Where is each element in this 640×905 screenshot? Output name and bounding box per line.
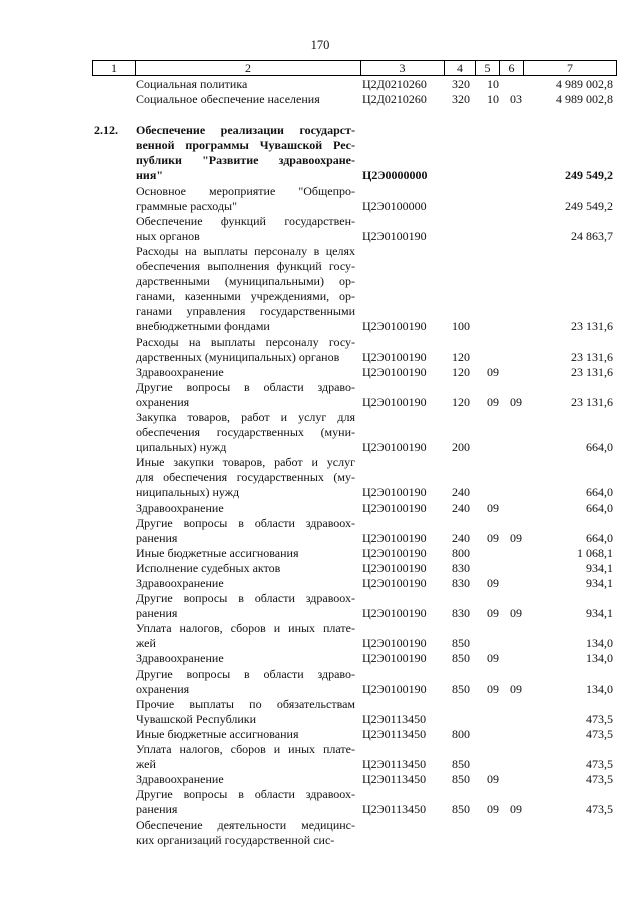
description-line: Иные бюджетные ассигнования — [136, 726, 299, 741]
description-line: Здравоохранение — [136, 772, 224, 787]
description-line: Социальное обеспечение населения — [136, 92, 320, 107]
subsection-code: 03 — [510, 92, 522, 107]
description-line: охранения — [136, 681, 190, 696]
budget-table-body — [0, 77, 640, 848]
header-cell: 6 — [500, 61, 524, 76]
amount-value: 134,0 — [586, 651, 613, 666]
table-row — [0, 455, 640, 500]
section-code: 09 — [487, 681, 499, 696]
section-code: 09 — [487, 530, 499, 545]
amount-value: 473,5 — [586, 726, 613, 741]
table-row — [0, 561, 640, 576]
amount-value: 664,0 — [586, 440, 613, 455]
expense-type-code: 320 — [452, 92, 470, 107]
target-article-code: Ц2Э0113450 — [362, 711, 427, 726]
table-row — [0, 214, 640, 244]
target-article-code: Ц2Э0100190 — [362, 440, 427, 455]
amount-value: 134,0 — [586, 681, 613, 696]
description-line: Здравоохранение — [136, 576, 224, 590]
table-row — [0, 591, 640, 621]
description-line: Чувашской Республики — [136, 711, 257, 726]
target-article-code: Ц2Э0100190 — [362, 681, 427, 696]
item-description — [136, 727, 355, 742]
description-line: Обеспечение функций государствен- — [136, 213, 355, 228]
target-article-code: Ц2Э0100190 — [362, 500, 427, 515]
item-description — [136, 77, 355, 92]
amount-value: 249 549,2 — [565, 198, 613, 213]
description-line: Здравоохранение — [136, 364, 224, 379]
target-article-code: Ц2Э0100190 — [362, 228, 427, 243]
description-line: публики "Развитие здравоохране- — [136, 153, 355, 168]
amount-value: 934,1 — [586, 560, 613, 575]
description-line: Другие вопросы в области здравоох- — [136, 591, 355, 606]
column-header-row — [92, 60, 617, 76]
amount-value: 1 068,1 — [577, 545, 613, 560]
description-line: Здравоохранение — [136, 500, 224, 515]
amount-value: 23 131,6 — [571, 364, 613, 379]
expense-type-code: 240 — [452, 485, 470, 500]
table-row — [0, 576, 640, 591]
item-description — [136, 335, 355, 365]
subsection-code: 09 — [510, 681, 522, 696]
header-cell: 2 — [136, 61, 361, 76]
expense-type-code: 830 — [452, 560, 470, 575]
description-line: Закупка товаров, работ и услуг для — [136, 409, 355, 424]
description-line: обеспечения государственных (муни- — [136, 425, 355, 440]
amount-value: 664,0 — [586, 530, 613, 545]
table-row — [0, 501, 640, 516]
table-row — [0, 651, 640, 666]
target-article-code: Ц2Э0100000 — [362, 198, 427, 213]
expense-type-code: 320 — [452, 77, 470, 91]
description-line: Другие вопросы в области здраво- — [136, 379, 355, 394]
target-article-code: Ц2Э0100190 — [362, 576, 427, 590]
description-line: Расходы на выплаты персоналу госу- — [136, 334, 355, 349]
amount-value: 4 989 002,8 — [556, 92, 613, 107]
expense-type-code: 120 — [452, 394, 470, 409]
section-code: 09 — [487, 364, 499, 379]
target-article-code: Ц2Э0100190 — [362, 394, 427, 409]
amount-value: 4 989 002,8 — [556, 77, 613, 91]
amount-value: 249 549,2 — [565, 168, 613, 183]
description-line: ранения — [136, 802, 178, 817]
header-cell: 4 — [445, 61, 476, 76]
item-description — [136, 516, 355, 546]
description-line: Основное мероприятие "Общепро- — [136, 183, 355, 198]
expense-type-code: 830 — [452, 606, 470, 621]
target-article-code: Ц2Э0100190 — [362, 319, 427, 334]
description-line: ния" — [136, 168, 163, 183]
expense-type-code: 800 — [452, 545, 470, 560]
target-article-code: Ц2Э0113450 — [362, 726, 427, 741]
target-article-code: Ц2Э0100190 — [362, 530, 427, 545]
description-line: Иные закупки товаров, работ и услуг — [136, 455, 355, 470]
description-line: Уплата налогов, сборов и иных плате- — [136, 742, 355, 757]
description-line: Другие вопросы в области здраво- — [136, 666, 355, 681]
description-line: ранения — [136, 530, 178, 545]
description-line: жей — [136, 636, 156, 651]
section-code: 09 — [487, 651, 499, 666]
target-article-code: Ц2Э0100190 — [362, 651, 427, 666]
description-line: охранения — [136, 394, 190, 409]
description-line: венной программы Чувашской Рес- — [136, 138, 355, 153]
item-description — [136, 546, 355, 561]
table-row — [0, 621, 640, 651]
item-description — [136, 621, 355, 651]
description-line: ганами, казенными учреждениями, ор- — [136, 289, 355, 304]
target-article-code: Ц2Э0000000 — [362, 168, 428, 183]
item-description — [136, 576, 355, 591]
description-line: Обеспечение реализации государст- — [136, 123, 355, 138]
description-line: ципальных) нужд — [136, 440, 227, 455]
description-line: Здравоохранение — [136, 651, 224, 666]
amount-value: 473,5 — [586, 802, 613, 817]
item-description — [136, 184, 355, 214]
description-line: Прочие выплаты по обязательствам — [136, 696, 355, 711]
description-line: граммные расходы" — [136, 198, 238, 213]
table-row — [0, 92, 640, 107]
target-article-code: Ц2Д0210260 — [362, 92, 427, 107]
subsection-code: 09 — [510, 606, 522, 621]
item-description — [136, 742, 355, 772]
item-description — [136, 787, 355, 817]
table-row — [0, 380, 640, 410]
description-line: Иные бюджетные ассигнования — [136, 545, 299, 560]
description-line: жей — [136, 757, 156, 772]
item-description — [136, 214, 355, 244]
amount-value: 24 863,7 — [571, 228, 613, 243]
section-code: 10 — [487, 92, 499, 107]
item-description — [136, 591, 355, 621]
expense-type-code: 120 — [452, 364, 470, 379]
target-article-code: Ц2Э0100190 — [362, 636, 427, 651]
description-line: Обеспечение деятельности медицинс- — [136, 817, 355, 832]
description-line: Исполнение судебных актов — [136, 560, 281, 575]
table-row — [0, 244, 640, 335]
table-row — [0, 667, 640, 697]
item-description — [136, 561, 355, 576]
description-line: дарственными (муниципальными) ор- — [136, 274, 355, 289]
description-line: Расходы на выплаты персоналу в целях — [136, 243, 355, 258]
table-row — [0, 697, 640, 727]
expense-type-code: 850 — [452, 651, 470, 666]
item-description — [136, 667, 355, 697]
header-cell: 5 — [476, 61, 500, 76]
expense-type-code: 850 — [452, 757, 470, 772]
table-row — [0, 410, 640, 455]
amount-value: 664,0 — [586, 500, 613, 515]
amount-value: 23 131,6 — [571, 319, 613, 334]
section-code: 09 — [487, 802, 499, 817]
subsection-code: 09 — [510, 530, 522, 545]
description-line: ных органов — [136, 228, 200, 243]
item-description — [136, 92, 355, 107]
target-article-code: Ц2Э0100190 — [362, 349, 427, 364]
item-description — [136, 651, 355, 666]
description-line: ких организаций государственной сис- — [136, 832, 335, 847]
amount-value: 934,1 — [586, 606, 613, 621]
description-line: Другие вопросы в области здравоох- — [136, 787, 355, 802]
table-row — [0, 546, 640, 561]
expense-type-code: 100 — [452, 319, 470, 334]
description-line: ранения — [136, 606, 178, 621]
subsection-code: 09 — [510, 802, 522, 817]
expense-type-code: 850 — [452, 802, 470, 817]
expense-type-code: 240 — [452, 530, 470, 545]
target-article-code: Ц2Э0100190 — [362, 485, 427, 500]
table-row — [0, 516, 640, 546]
description-line: Уплата налогов, сборов и иных плате- — [136, 621, 355, 636]
expense-type-code: 830 — [452, 576, 470, 590]
table-row — [0, 365, 640, 380]
target-article-code: Ц2Э0100190 — [362, 545, 427, 560]
subsection-code: 09 — [510, 394, 522, 409]
section-code: 10 — [487, 77, 499, 91]
item-description — [136, 123, 355, 183]
expense-type-code: 800 — [452, 726, 470, 741]
header-cell: 7 — [524, 61, 617, 76]
table-row — [0, 184, 640, 214]
page-number: 170 — [310, 38, 330, 52]
description-line: ниципальных) нужд — [136, 485, 240, 500]
item-description — [136, 244, 355, 335]
amount-value: 23 131,6 — [571, 394, 613, 409]
expense-type-code: 850 — [452, 681, 470, 696]
table-row — [0, 772, 640, 787]
table-row — [0, 818, 640, 848]
item-description — [136, 380, 355, 410]
item-description — [136, 818, 355, 848]
target-article-code: Ц2Э0113450 — [362, 757, 427, 772]
amount-value: 473,5 — [586, 772, 613, 787]
amount-value: 473,5 — [586, 757, 613, 772]
target-article-code: Ц2Э0100190 — [362, 560, 427, 575]
table-row — [0, 787, 640, 817]
amount-value: 134,0 — [586, 636, 613, 651]
table-row — [0, 123, 640, 183]
expense-type-code: 850 — [452, 636, 470, 651]
table-row — [0, 742, 640, 772]
expense-type-code: 850 — [452, 772, 470, 787]
section-code: 09 — [487, 500, 499, 515]
item-description — [136, 697, 355, 727]
item-description — [136, 410, 355, 455]
section-code: 09 — [487, 394, 499, 409]
description-line: Социальная политика — [136, 77, 248, 91]
description-line: дарственных (муниципальных) органов — [136, 349, 340, 364]
amount-value: 934,1 — [586, 576, 613, 590]
target-article-code: Ц2Э0113450 — [362, 802, 427, 817]
target-article-code: Ц2Э0100190 — [362, 606, 427, 621]
header-cell: 1 — [93, 61, 136, 76]
table-row — [0, 77, 640, 92]
section-code: 09 — [487, 606, 499, 621]
description-line: Другие вопросы в области здравоох- — [136, 515, 355, 530]
item-number: 2.12. — [94, 123, 118, 138]
section-code: 09 — [487, 772, 499, 787]
description-line: для обеспечения государственных (му- — [136, 470, 355, 485]
item-description — [136, 365, 355, 380]
expense-type-code: 120 — [452, 349, 470, 364]
target-article-code: Ц2Д0210260 — [362, 77, 427, 91]
target-article-code: Ц2Э0113450 — [362, 772, 427, 787]
section-code: 09 — [487, 576, 499, 590]
description-line: внебюджетными фондами — [136, 319, 270, 334]
item-description — [136, 455, 355, 500]
amount-value: 664,0 — [586, 485, 613, 500]
description-line: ганами управления государственными — [136, 304, 355, 319]
item-description — [136, 501, 355, 516]
expense-type-code: 240 — [452, 500, 470, 515]
header-cell: 3 — [361, 61, 445, 76]
description-line: обеспечения выполнения функций госу- — [136, 259, 355, 274]
table-row — [0, 727, 640, 742]
expense-type-code: 200 — [452, 440, 470, 455]
target-article-code: Ц2Э0100190 — [362, 364, 427, 379]
item-description — [136, 772, 355, 787]
table-row — [0, 335, 640, 365]
amount-value: 23 131,6 — [571, 349, 613, 364]
section-gap — [0, 107, 640, 123]
amount-value: 473,5 — [586, 711, 613, 726]
